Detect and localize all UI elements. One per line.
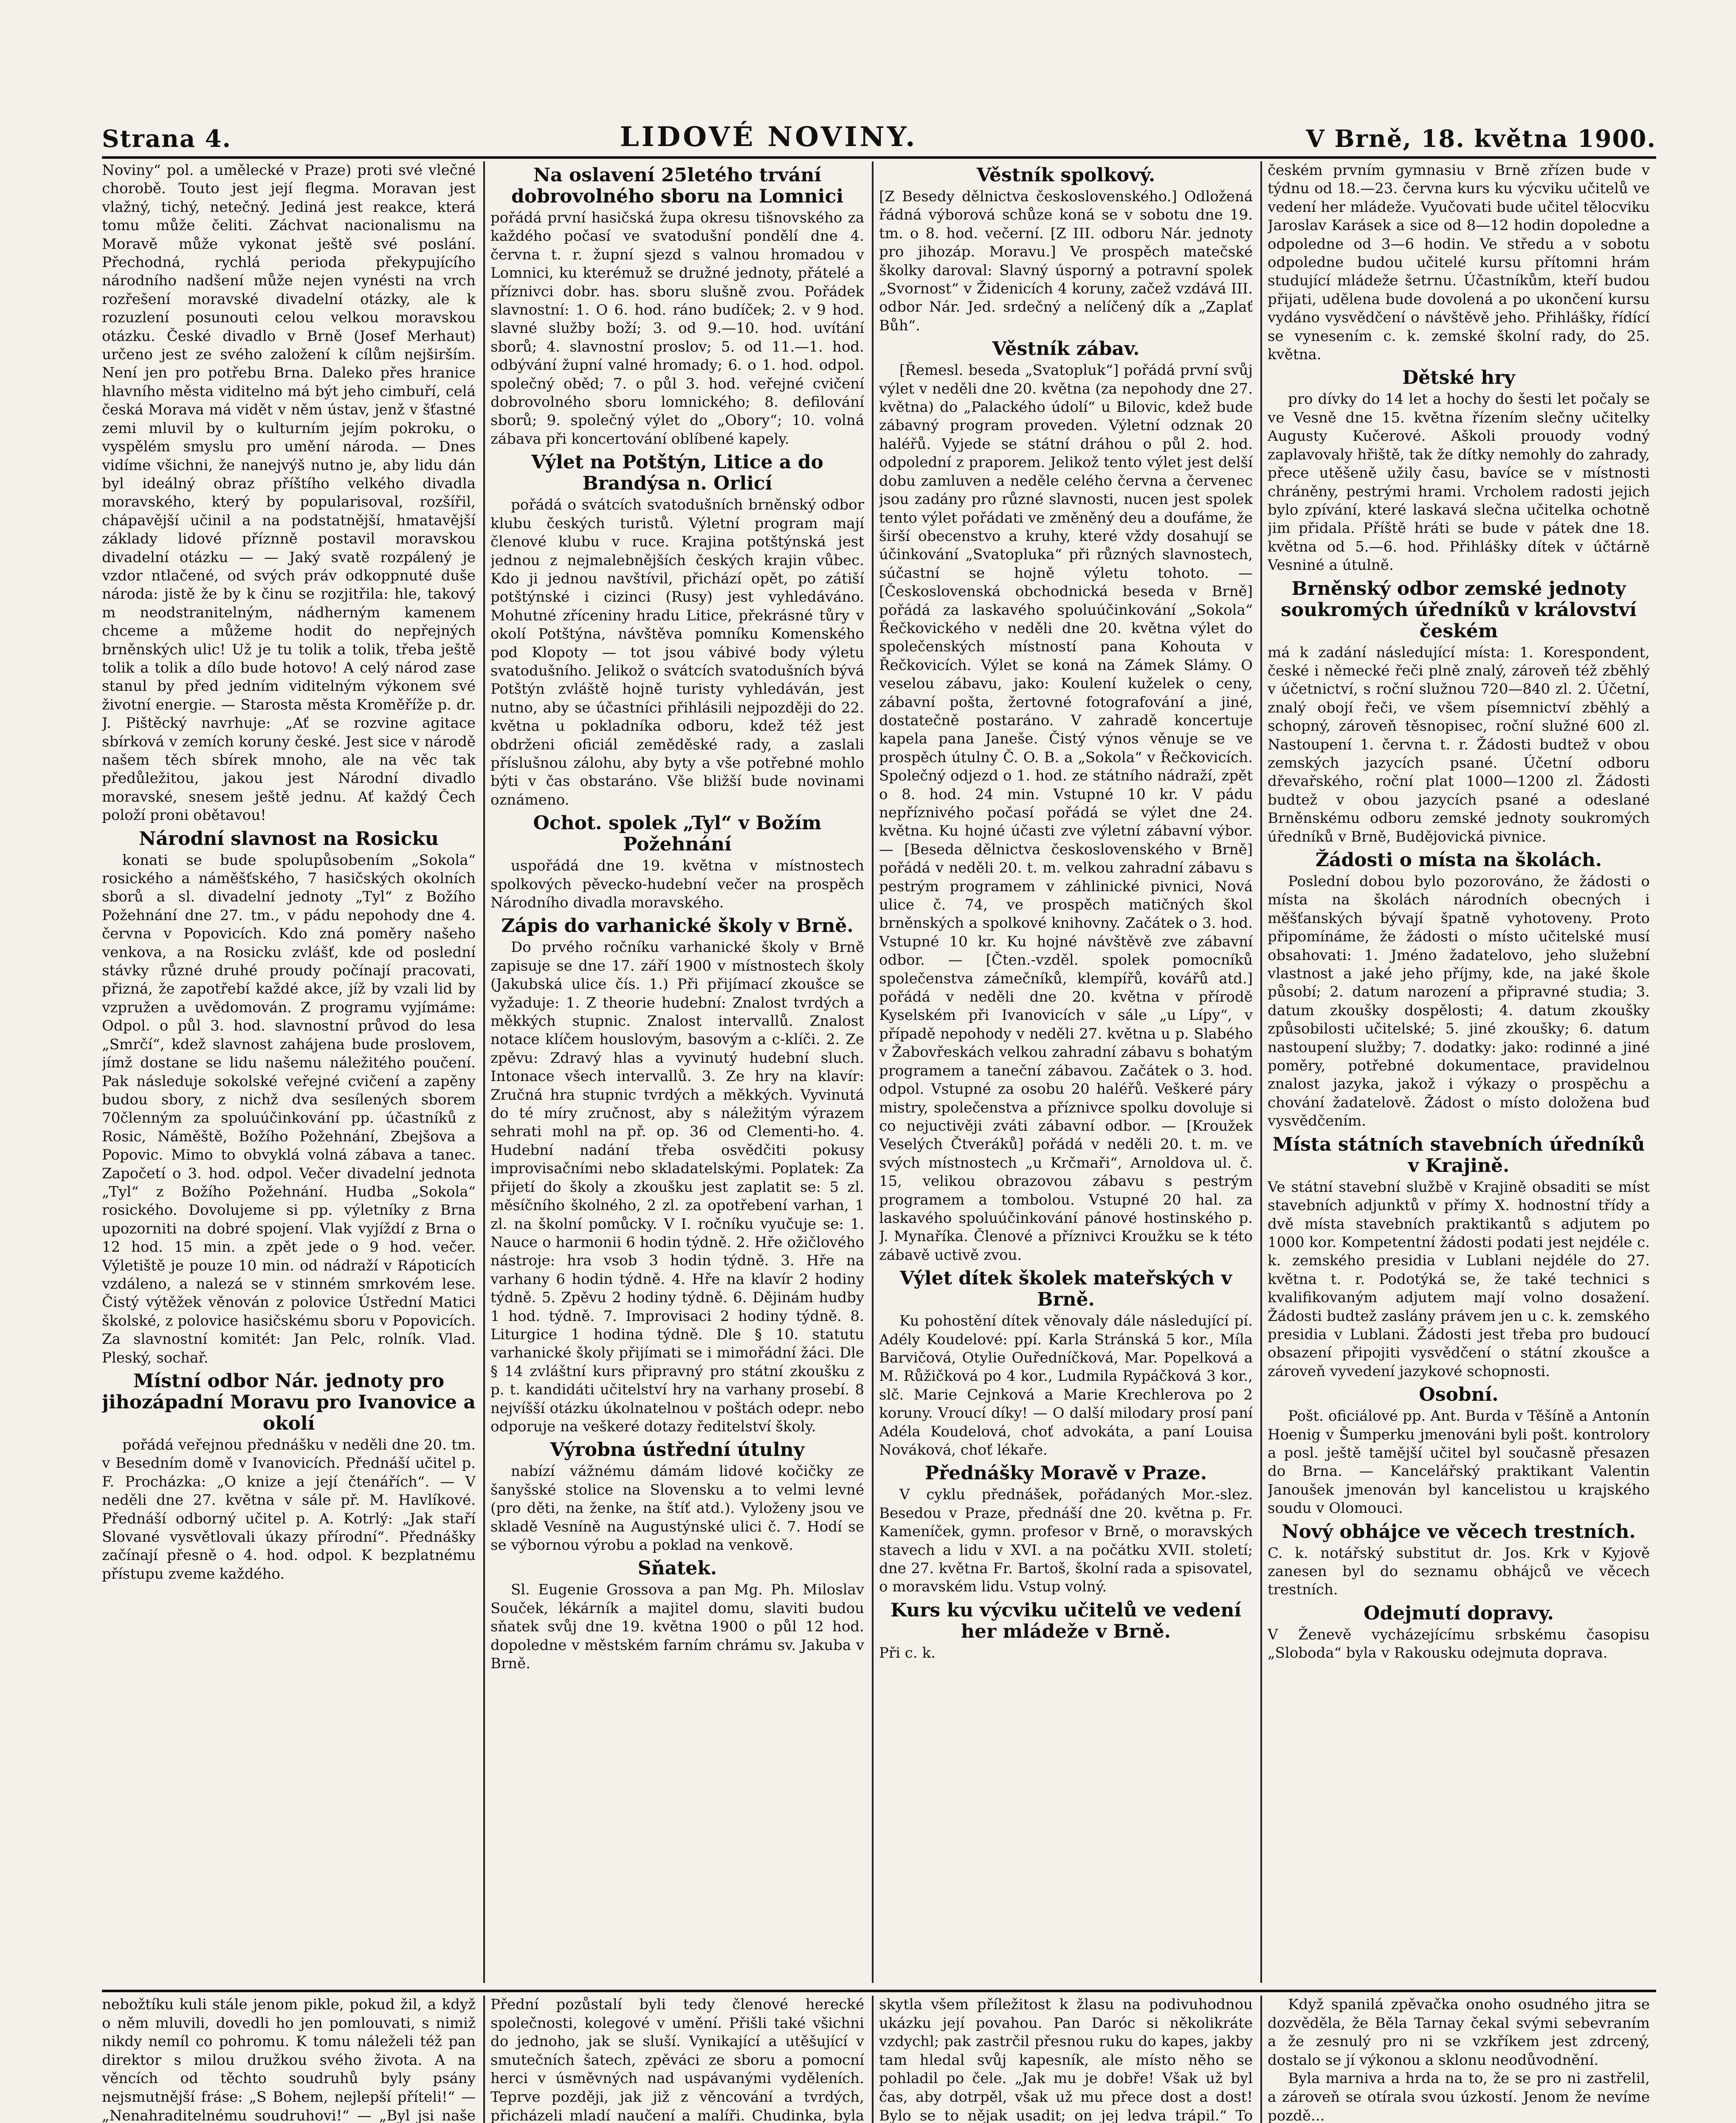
article-paragraph: uspořádá dne 19. května v místnostech spolkových pěvecko-hudební večer na prospěch Národního divadla moravského. (490, 857, 864, 911)
article-paragraph: V Ženevě vycházejícímu srbskému časopisu „Sloboda“ byla v Rakousku odejmuta doprava. (1268, 1626, 1650, 1662)
article-heading: Zápis do varhanické školy v Brně. (501, 915, 854, 937)
feuilleton-column-1 (102, 1996, 476, 2123)
top-column-1 (102, 161, 476, 1983)
column-rule (1260, 161, 1262, 1983)
article-paragraph: nebožtíku kuli stále jenom pikle, pokud žil, a když o něm mluvili, dovedli ho jen pomlouvati, s nimiž nikdy nemíl co pohromu. K tomu náleželi též pan direktor s milou družkou svého života. A na věncích od těchto soudruhů byly psány nejsmutnější fráse: „S Bohem, nejlepší příteli!“ — „Nenahraditelnému soudruhovi!“ — „Byl jsi naše (102, 1996, 476, 2123)
column-rule (1260, 1996, 1262, 2123)
article-paragraph: konati se bude spolupůsobením „Sokola“ rosického a náměšťského, 7 hasičských okolních sborů a sl. divadelní jednoty „Tyl“ z Božího Požehnání dne 27. tm., v pádu nepohody dne 4. června v Popovicích. Kdo zná poměry našeho venkova, a na Rosicku zvlášť, kde od poslední stávky různé druhé proudy počínají pracovati, přizná, že zapotřebí každé akce, jíž by vzali lid by vzpružen a uvědomován. Z programu vyjímáme: Odpol. o půl 3. hod. slavnostní průvod do lesa „Smrčí“, kdež slavnost zahájena bude proslovem, jímž dostane se lidu našemu náležitého poučení. Pak následuje sokolské veřejné cvičení a zapěny budou sbory, z nichž dva sesílených sborem 70členným za spoluúčinkování pp. účastníků z Rosic, Náměště, Božího Požehnání, Zbejšova a Popovic. Mimo to obvyklá volná zábava a tanec. Započetí o 3. hod. odpol. Večer divadelní jednota „Tyl“ z Božího Požehnání. Hudba „Sokola“ rosického. Dovolujeme si pp. výletníky z Brna upozorniti na dobré spojení. Vlak vyjíždí z Brna o 12 hod. 15 min. a zpět jede o 9 hod. večer. Výletiště je pouze 10 min. od nádraží v Rápoticích vzdáleno, a nalezá se v stinném smrkovém lese. Čistý výtěžek věnován z polovice Ústřední Matici školské, z polovice hasičskému sboru v Popovicích. Za slavnostní komitét: Jan Pelc, rolník. Vlad. Pleský, sochař. (102, 851, 476, 1366)
article-paragraph: Když spanilá zpěvačka onoho osudného jitra se dozvěděla, že Běla Tarnay čekal svými sebevraním a že zesnulý pro ni se vzkříkem jest zdrcený, dostalo se jí výkonou a sklonu neodůvodnění. (1268, 1996, 1650, 2069)
article-heading: Osobní. (1419, 1384, 1499, 1406)
issue-date: V Brně, 18. května 1900. (1306, 125, 1656, 153)
article-heading: Místa státních stavebních úředníků v Krajině. (1272, 1133, 1645, 1177)
article-paragraph: Ve státní stavební službě v Krajině obsaditi se míst stavebních adjunktů v přímy X. hodnostní třídy a dvě místa stavebních praktikantů s adjutem po 1000 kor. Kompetentní žádosti podati jest nejdéle c. k. zemského presidia v Lublani nejdéle do 27. května t. r. Podotýká se, že také technici s kvalifikovaným adjutem mají volno dosažení. Žádosti budtež zaslány právem jen u c. k. zemského presidia v Lublani. Žádosti jest třeba pro budoucí obsazení připojiti vysvědčení o státní zkoušce a zároveň vyvedení jazykové schopnosti. (1268, 1178, 1650, 1380)
column-rule (872, 161, 874, 1983)
article-paragraph: pořádá o svátcích svatodušních brněnský odbor klubu českých turistů. Výletní program mají členové klubu v ruce. Krajina potštýnská jest jednou z nejmalebnějších českých krajin vůbec. Kdo ji jednou navštívil, přichází opět, po zátiší potštýnské i cizinci (Rusy) jest vyhledáváno. Mohutné zříceniny hradu Litice, překrásné tůry v okolí Potštýna, návštěva pomníku Komenského pod Klopoty — tot jsou vábivé body výletu svatodušního. Jelikož o svátcích svatodušních bývá Potštýn zvláště hojně turisty vyhledáván, jest nutno, aby se účastníci přihlásili nejpozději do 22. května u pokladníka odboru, kdež též jest obdrženi oficiál zeměděské rady, a zaslali příslušnou zálohu, aby byty a vše potřebné mohlo býti v čas obstaráno. Vše bližší bude novinami oznámeno. (490, 496, 864, 808)
article-heading: Výlet na Potštýn, Litice a do Brandýsa n. Orlicí (531, 451, 823, 495)
article-paragraph: Sl. Eugenie Grossova a pan Mg. Ph. Miloslav Souček, lékárník a majitel domu, slaviti budou sňatek svůj dne 19. května 1900 o půl 12 hod. dopoledne v městském farním chrámu sv. Jakuba v Brně. (490, 1581, 864, 1672)
article-heading: Ochot. spolek „Tyl“ v Božím Požehnání (533, 812, 822, 856)
article-heading: Výrobna ústřední útulny (550, 1439, 805, 1461)
article-paragraph: nabízí vážnému dámám lidové kočičky ze šanyšské stolice na Slovensku a to velmi levné (pro děti, na ženke, na štíť atd.). Vyloženy jsou ve skladě Vesníně na Augustýnské ulici č. 7. Hodí se se výbornou výrobu a poklad na venkově. (490, 1463, 864, 1554)
article-paragraph: pořádá první hasičská župa okresu tišnovského za každého počasí ve svatodušní pondělí dne 4. června t. r. župní sjezd s valnou hromadou v Lomnici, ku kterémuž se družné jednoty, přátelé a příznivci dobr. has. sboru slušně zvou. Pořádek slavnostní: 1. O 6. hod. ráno budíček; 2. v 9 hod. slavné služby boží; 3. od 9.—10. hod. uvítání sborů; 4. slavnostní proslov; 5. od 11.—1. hod. odbývání župní valné hromady; 6. o 1. hod. odpol. společný oběd; 7. o půl 3. hod. veřejné cvičení dobrovolného sboru lomnického; 8. defilování sborů; 9. společný výlet do „Obory“; 10. volná zábava při koncertování oblíbené kapely. (490, 209, 864, 448)
top-column-2 (490, 161, 864, 1983)
article-heading: Věstník zábav. (992, 338, 1140, 360)
top-column-4 (1268, 161, 1650, 1983)
masthead (102, 115, 1656, 153)
article-paragraph: pořádá veřejnou přednášku v neděli dne 20. tm. v Besedním domě v Ivanovicích. Přednáší učitel p. F. Procházka: „O knize a její čtenářích“. — V neděli dne 27. května v sále př. M. Havlíkové. Přednáší odborný učitel p. A. Kotrlý: „Jak staří Slované vysvětlovali úkazy přírodní“. Přednášky začínají přesně o 4. hod. odpol. K bezplatnému přístupu zveme každého. (102, 1436, 476, 1582)
column-rule (483, 161, 485, 1983)
article-heading: Žádosti o místa na školách. (1315, 849, 1602, 871)
feuilleton-rule (102, 1990, 1656, 1992)
article-paragraph: má k zadání následující místa: 1. Korespondent, české i německé řeči plně znalý, zároveň též zběhlý v účetnictví, s roční služnou 720—840 zl. 2. Účetní, znalý obojí řeči, ve všem písemnictví zběhlý a schopný, zároveň těsnopisec, roční služné 600 zl. Nastoupení 1. června t. r. Žádosti budtež v obou zemských jazycích psané. Účetní odboru dřevařského, roční plat 1000—1200 zl. Žádosti budtež v obou jazycích psané a odeslané Brněnskému odboru zemské jednoty soukromých úředníků v Brně, Budějovická pivnice. (1268, 644, 1650, 845)
article-heading: Brněnský odbor zemské jednoty soukromých úředníků v království českém (1281, 577, 1637, 642)
article-heading: Na oslavení 25letého trvání dobrovolného sboru na Lomnici (511, 164, 843, 207)
article-paragraph: skytla všem příležitost k žlasu na podivuhodnou ukázku její povahou. Pan Daróc si několikráte vzdychl; pak zastrčil přesnou ruku do kapes, jakby tam hledal svůj kapesník, ale místo něho se pohladil po čele. „Jak mu je dobře! Však už byl čas, aby dotrpěl, však už mu přece dost a dost! Bylo se to nějak usadit; on jej ledva trápil.“ To (879, 1996, 1253, 2123)
top-column-3 (879, 161, 1253, 1983)
article-paragraph: V cyklu přednášek, pořádaných Mor.-slez. Besedou v Praze, přednáší dne 20. května p. Fr. Kameníček, gymn. profesor v Brně, o moravských stavech a lidu v XVI. a na počátku XVII. století; dne 27. května Fr. Bartoš, školní rada a spisovatel, o moravském lidu. Vstup volný. (879, 1486, 1253, 1596)
column-rule (872, 1996, 874, 2123)
article-heading: Věstník spolkový. (976, 164, 1155, 186)
newspaper-title: LIDOVÉ NOVINY. (620, 121, 918, 153)
article-paragraph: Přední pozůstalí byli tedy členové herecké společnosti, kolegové v umění. Přišli také všichni do jednoho, jak se sluší. Vynikající a utěšující v smutečních šatech, zpěváci ze sboru a pomocní herci v úsměvných nad uspávanými vyděleních. Teprve později, jak již z věncování a tvrdých, přicházeli mladí naučení a malíři. Chudinka, byla (490, 1996, 864, 2123)
page-number: Strana 4. (102, 125, 232, 153)
article-heading: Kurs ku výcviku učitelů ve vedení her mládeže v Brně. (890, 1599, 1242, 1642)
feuilleton-column-4 (1268, 1996, 1650, 2123)
article-paragraph: Pošt. oficiálové pp. Ant. Burda v Těšíně a Antonín Hoenig v Šumperku jmenováni byli pošt. kontrolory a posl. ještě tamější učitel byl současně přesazen do Brna. — Kancelářský praktikant Valentin Janoušek jmenován byl kancelistou u krajského soudu v Olomouci. (1268, 1408, 1650, 1517)
article-heading: Místní odbor Nár. jednoty pro jihozápadní Moravu pro Ivanovice a okolí (102, 1370, 476, 1434)
article-paragraph: Při c. k. (879, 1644, 936, 1661)
article-heading: Národní slavnost na Rosicku (139, 828, 439, 850)
article-heading: Přednášky Moravě v Praze. (924, 1462, 1207, 1484)
article-paragraph: [Řemesl. beseda „Svatopluk“] pořádá první svůj výlet v neděli dne 20. května (za nepohody dne 27. května) do „Palackého údolí“ u Bilovic, kdež bude zábavný program proveden. Výletní odznak 20 haléřů. Vyjede se státní dráhou o půl 2. hod. odpolední z praporem. Jelikož tento výlet jest delší dobu zamluven a neděle celého června a červenec jsou zadány pro různé slavnosti, nucen jest spolek tento výlet pořádati ve změněný deu a doufáme, že širší obecenstvo a kruhy, které vždy dosahují se účinkování „Svatopluka“ při různých slavnostech, súčastní se hojně výletu tohoto. — [Československá obchodnická beseda v Brně] pořádá za laskavého spoluúčinkování „Sokola“ Řečkovického v neděli dne 20. května výlet do společenských místností pana Kohouta v Řečkovicích. Výlet se koná na Zámek Slámy. O veselou zábavu, jako: Koulení kuželek o ceny, zábavní pošta, žertovné fotografování a jiné, dostatečně postaráno. V zahradě koncertuje kapela pana Janeše. Čistý výnos věnuje se ve prospěch útulny Č. O. B. a „Sokola“ v Řečkovicích. Společný odjezd o 1. hod. ze státního nádraží, zpět o 8. hod. 24 min. Vstupné 10 kr. V pádu nepříznivého počasí pořádá se výlet dne 24. května. Ku hojné účasti zve výletní zábavní výbor. — [Beseda dělnictva československého v Brně] pořádá v neděli 20. t. m. velkou zahradní zábavu s pestrým programem v záhlinické pivnici, Nová ulice č. 74, ve prospěch matičných škol brněnských a spolkové knihovny. Začátek o 3. hod. Vstupné 10 kr. Ku hojné návštěvě zve zábavní odbor. — [Čten.-vzděl. spolek pomocníků společenstva zámečníků, klempířů, kovářů atd.] pořádá v neděli dne 20. května v přírodě Kyselském při Ivanovicích v sále „u Lípy“, v případě nepohody v neděli 27. května u p. Slabého v Žabovřeskách velkou zahradní zábavu s bohatým programem a taneční zábavou. Začátek o 3. hod. odpol. Vstupné za osobu 20 haléřů. Veškeré páry mistry, společenstva a příznivce spolku dovoluje si co nejuctivěji zváti zábavní odbor. — [Kroužek Veselých Čtveráků] pořádá v neděli 20. t. m. ve svých místnostech „u Krčmaři“, Arnoldova ul. č. 15, velikou obrazovou zábavu s pestrým programem a tombolou. Vstupné 20 hal. za laskavého spoluúčinkování pánové hostinského p. J. Mynaříka. Členové a příznivci Kroužku se k této zábavě uctivě zvou. (879, 362, 1253, 1264)
article-paragraph: Poslední dobou bylo pozorováno, že žádosti o místa na školách národních obecných i měšťanských bývají špatně vyhotoveny. Proto připomínáme, že žádosti o místo učitelské musí obsahovati: 1. Jméno žadatelovo, jeho služební vlastnost a jaké jeho příjmy, kde, na jaké škole působí; 2. datum narození a připravné studia; 3. datum zkoušky dospělosti; 4. datum zkoušky způsobilosti učitelské; 5. jiné zkoušky; 6. datum nastoupení služby; 7. dodatky: jako: rodinné a jiné poměry, potřebné dokumentace, pravidelnou znalost jazyka, jakož i výkazy o prospěchu a chování žadatelově. Žádost o místo doložena buď vysvědčením. (1268, 873, 1650, 1130)
article-heading: Sňatek. (637, 1557, 717, 1580)
article-paragraph: Noviny“ pol. a umělecké v Praze) proti své vlečné chorobě. Touto jest její flegma. Moravan jest vlažný, tichý, netečný. Jediná jest reakce, která tomu může čeliti. Záchvat nacionalismu na Moravě může vykonat ještě své poslání. Přechodná, rychlá perioda překypujícího národního nadšení může nejen vynésti na vrch rozřešení moravské divadelní otázky, ale k rozuzlení posunouti celou velkou moravskou otázku. České divadlo v Brně (Josef Merhaut) určeno jest ze svého založení k cílům nejširším. Není jen pro potřebu Brna. Daleko přes hranice hlavního města viditelno má být jeho cimbuří, celá česká Morava má vidět v něm ústav, jenž v šťastné zemi mluvil by o kulturním jejím pokroku, o vyspělém smyslu pro umění národa. — Dnes vidíme všichni, že nanejvýš nutno je, aby lidu dán byl ideálný obraz příštího velkého divadla moravského, který by popularisoval, rozšířil, chápavější učinil a na podstatnější, hmatavější základy lidové příznně postavil moravskou divadelní otázku — — Jaký svatě rozpálený je vzdor ntlačené, od svých práv odkoppnuté duše národa: jistě že by k činu se rozjitřila: hle, takový m neodstranitelným, nádherným kamenem chceme a můžeme hodit do nepřejných brněnských ulic! Už je tu tolik a tolik, třeba ještě tolik a tolik a dílo bude hotovo! A celý národ zase stanul by před jedním viditelným výkonem své životní energie. — Starosta města Kroměříže p. dr. J. Pištěcký navrhuje: „Ať se rozvine agitace sbírková v zemích koruny české. Jest sice v národě našem těch sbírek mnoho, ale na věc tak předůležitou, jakou jest Národní divadlo moravské, snesem ještě jednu. Ať každý Čech položí proni obětavou! (102, 162, 476, 824)
article-paragraph: českém prvním gymnasiu v Brně zřízen bude v týdnu od 18.—23. června kurs ku výcviku učitelů ve vedení her mládeže. Vyučovati bude učitel tělocviku Jaroslav Karásek a sice od 8—12 hodin dopoledne a odpoledne od 3—6 hodin. Ve středu a v sobotu odpoledne budou učitelé kursu přítomni hrám studující mládeže šetrnu. Účastníkům, kteří budou přijati, udělena bude dovolená a po ukončení kursu vydáno vysvědčení o návštěvě jeho. Přihlášky, řídící se vynesením c. k. zemské školní rady, do 25. května. (1268, 162, 1650, 363)
article-heading: Odejmutí dopravy. (1364, 1602, 1554, 1624)
article-paragraph: [Z Besedy dělnictva československého.] Odložená řádná výborová schůze koná se v sobotu dne 19. tm. o 8. hod. večerní. [Z III. odboru Nár. jednoty pro jihozáp. Moravu.] Ve prospěch matečské školky daroval: Slavný úsporný a potravní spolek „Svornost“ v Židenicích 4 koruny, začež vzdává III. odbor Nár. Jed. srdečný a nelíčený dík a „Zaplať Bůh“. (879, 188, 1253, 334)
article-paragraph: C. k. notářský substitut dr. Jos. Krk v Kyjově zanesen byl do seznamu obhájců ve věcech trestních. (1268, 1544, 1650, 1599)
article-heading: Nový obhájce ve věcech trestních. (1282, 1520, 1636, 1543)
article-paragraph: Byla marniva a hrda na to, že se pro ni zastřelil, a zároveň se otírala svou úzkostí. Jenom že nevíme pozdě... (1268, 2070, 1650, 2123)
feuilleton-column-2 (490, 1996, 864, 2123)
article-paragraph: Ku pohostění dítek věnovaly dále následující pí. Adély Koudelové: ppí. Karla Stránská 5 kor., Míla Barvičová, Otylie Ouředníčková, Mar. Popelková a M. Růžičková po 4 kor., Ludmila Rypáčková 3 kor., slč. Marie Cejnková a Marie Krechlerova po 2 koruny. Vroucí díky! — O další milodary prosí paní Adéla Koudelová, choť advokáta, a paní Louisa Nováková, choť lékaře. (879, 1312, 1253, 1459)
header-rule (102, 156, 1656, 159)
column-rule (483, 1996, 485, 2123)
article-heading: Dětské hry (1402, 367, 1515, 389)
article-paragraph: pro dívky do 14 let a hochy do šesti let počaly se ve Vesně dne 15. května řízením slečny učitelky Augusty Kučerové. Aškoli prouody vodný zaplavovaly hřiště, tak že dítky nemohly do zahrady, přece utěšeně užily času, bavíce se v místnosti chráněny, pestrými hrami. Vrcholem radosti jejich bylo zpívání, které laskavá slečna učitelka ochotně jim přidala. Příště hráti se bude v pátek dne 18. května od 5.—6. hod. Přihlášky dítek v účtárně Vesniné a útulně. (1268, 391, 1650, 574)
article-paragraph: Do prvého ročníku varhanické školy v Brně zapisuje se dne 17. září 1900 v místnostech školy (Jakubská ulice čís. 1.) Při přijímací zkoušce se vyžaduje: 1. Z theorie hudební: Znalost tvrdých a měkkých stupnic. Znalost intervallů. Znalost notace klíčem houslovým, basovým a c-klíči. 2. Ze zpěvu: Zdravý hlas a vyvinutý hudební sluch. Intonace všech intervallů. 3. Ze hry na klavír: Zručná hra stupnic tvrdých a měkkých. Vyvinutá do té míry zručnost, aby s náležitým výrazem sehrati mohl na př. op. 36 od Clementi-ho. 4. Hudební nadání třeba osvědčiti pokusy improvisačními nebo skladatelskými. Poplatek: Za přijetí do školy a zkoušku jest zaplatit se: 5 zl. měsíčního školného, 2 zl. za opotřebení varhan, 1 zl. na školní pomůcky. V I. ročníku vyučuje se: 1. Nauce o harmonii 6 hodin týdně. 2. Hře ožičlového nástroje: hra vsob 3 hodin týdně. 3. Hře na varhany 6 hodin týdně. 4. Hře na klavír 2 hodiny týdně. 5. Zpěvu 2 hodiny týdně. 6. Dějinám hudby 1 hod. týdně. 7. Improvisaci 2 hodiny týdně. 8. Liturgice 1 hodina týdně. Dle § 10. statutu varhanické školy přijímati se i mimořádní žáci. Dle § 14 zvláštní kurs připravný pro státní zkoušku z p. t. kandidáti učitelství hry na varhany prosebí. 8 nejvíšší otázku úkolnatelnou v poštách odepr. nebo odporuje na veškeré dotazy ředitelství školy. (490, 939, 864, 1435)
feuilleton-column-3 (879, 1996, 1253, 2123)
article-heading: Výlet dítek školek mateřských v Brně. (899, 1267, 1232, 1311)
